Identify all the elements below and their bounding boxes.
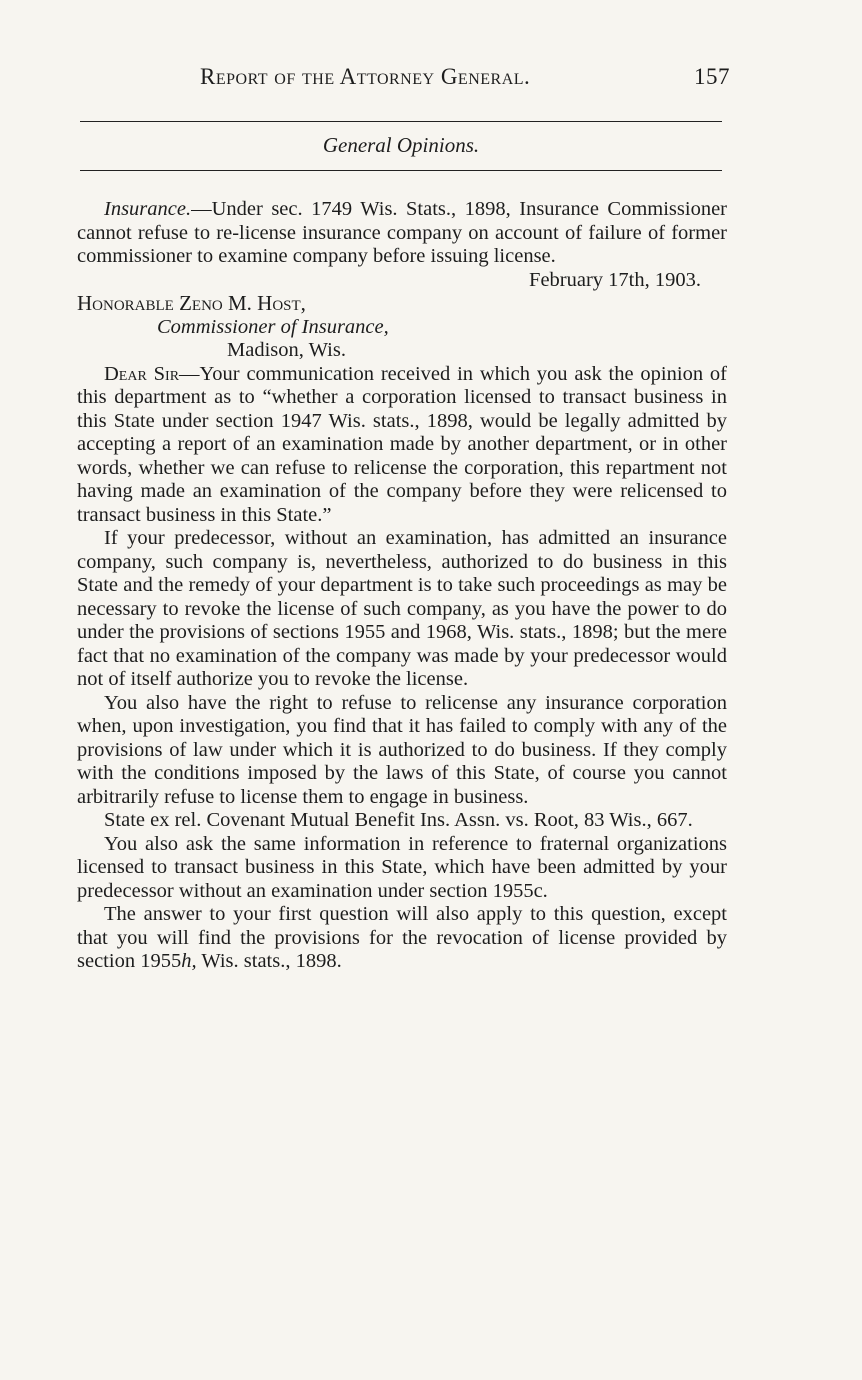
running-title: Report of the Attorney General.: [200, 64, 531, 89]
paragraph-1: [77, 363, 727, 528]
letter-date: February 17th, 1903.: [529, 268, 701, 291]
paragraph-6-text: The answer to your first question will also apply to this question, except that you will find the provisions for the revocation of license provided by section 1955: [77, 903, 727, 972]
addressee-title: Commissioner of Insurance,: [157, 315, 389, 338]
paragraph-1-text: —Your communication received in which you ask the opinion of this department as to “whether a corporation licensed to transact business in this State under section 1947 Wis. stats., 1898, would be legally admitted by accepting a report of an examination made by another department, or in other words, whether we can refuse to relicense the corporation, this repartment not having made an examination of the company before they were relicensed to transact business in this State.”: [77, 362, 727, 526]
section-title: General Opinions.: [322, 133, 480, 157]
citation-paragraph: State ex rel. Covenant Mutual Benefit Ins. Assn. vs. Root, 83 Wis., 667.: [104, 809, 693, 831]
paragraph-6-end: Wis. stats., 1898.: [196, 950, 342, 972]
headnote: [77, 198, 727, 269]
headnote-lead: Insurance.: [104, 198, 192, 220]
headnote-text: —Under sec. 1749 Wis. Stats., 1898, Insurance Commissioner cannot refuse to re-license insurance company on account of failure of former commissioner to examine company before issuing license.: [77, 198, 727, 267]
paragraph-6: [77, 903, 727, 974]
top-rule: [80, 121, 722, 122]
addressee-name: Honorable Zeno M. Host,: [77, 291, 306, 315]
body-text: [77, 198, 727, 974]
salutation: Dear Sir: [104, 362, 180, 385]
bottom-rule: [80, 170, 722, 171]
paragraph-5: You also ask the same information in reference to fraternal organizations licensed to transact business in this State, which have been admitted by your predecessor without an examination under section 1955c.: [77, 832, 727, 902]
page-number: 157: [694, 64, 730, 89]
addressee-place: Madison, Wis.: [227, 339, 346, 361]
paragraph-3: You also have the right to refuse to relicense any insurance corporation when, upon investigation, you find that it has failed to comply with any of the provisions of law under which it is authorized to do business. If they comply with the conditions imposed by the laws of this State, of course you cannot arbitrarily refuse to license them to engage in business.: [77, 691, 727, 808]
section-suffix: h,: [181, 950, 197, 972]
running-head: [200, 64, 730, 98]
paragraph-2: If your predecessor, without an examination, has admitted an insurance company, such company is, nevertheless, authorized to do business in this State and the remedy of your department is to take such proceedings as may be necessary to revoke the license of such company, as you have the power to do under the provisions of sections 1955 and 1968, Wis. stats., 1898; but the mere fact that no examination of the company was made by your predecessor would not of itself authorize you to revoke the license.: [77, 527, 727, 690]
